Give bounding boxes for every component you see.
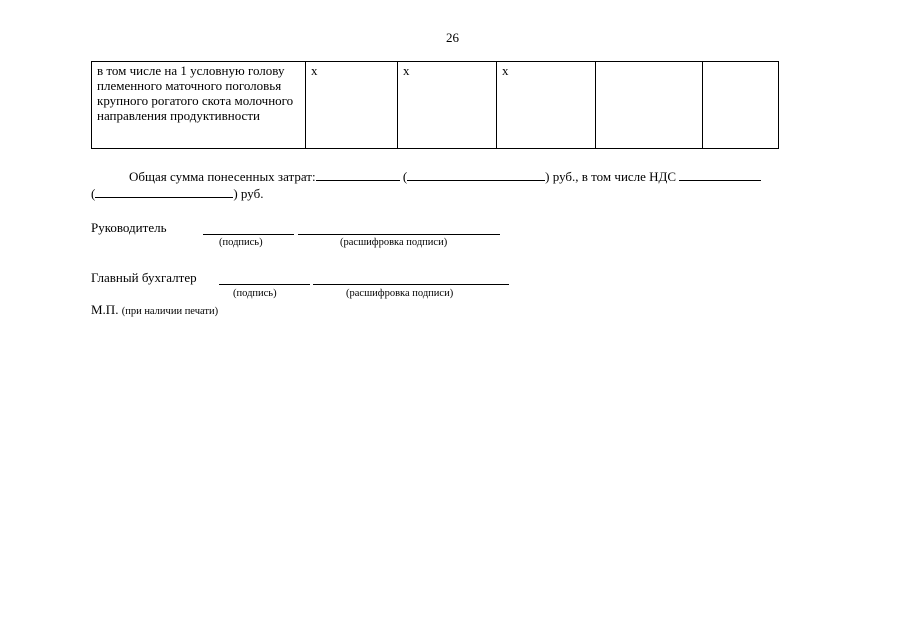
head-decode-caption: (расшифровка подписи): [340, 237, 448, 248]
total-amount-words-blank[interactable]: [407, 168, 545, 181]
head-decode-field[interactable]: [298, 234, 500, 235]
stamp-label: М.П.: [91, 302, 119, 317]
table-cell: х: [497, 62, 596, 149]
head-signature-caption: (подпись): [219, 237, 263, 248]
vat-words-line: [91, 185, 263, 202]
page-number: 26: [446, 30, 459, 45]
open-paren: (: [91, 186, 96, 201]
head-signature-field[interactable]: [203, 234, 294, 235]
vat-amount-blank[interactable]: [679, 168, 761, 181]
cost-table: [91, 61, 779, 149]
accountant-signature-field[interactable]: [219, 284, 310, 285]
accountant-signature-caption: (подпись): [233, 288, 277, 299]
accountant-decode-caption: (расшифровка подписи): [346, 288, 454, 299]
head-label: Руководитель: [91, 220, 167, 235]
accountant-decode-field[interactable]: [313, 284, 509, 285]
stamp-note: (при наличии печати): [121, 306, 219, 317]
vat-amount-words-blank[interactable]: [95, 185, 233, 198]
table-cell: [596, 62, 703, 149]
total-costs-label: Общая сумма понесенных затрат:: [129, 169, 316, 184]
table-row: [92, 62, 779, 149]
table-cell: х: [398, 62, 497, 149]
table-cell: х: [306, 62, 398, 149]
row-label-cell: в том числе на 1 условную голову племенного маточного поголовья крупного рогатого скота молочного направления продуктивности: [92, 62, 306, 149]
stamp-line: [91, 302, 218, 320]
rub-end-text: ) руб.: [233, 186, 264, 201]
table-cell: [703, 62, 779, 149]
accountant-label: Главный бухгалтер: [91, 270, 197, 285]
total-costs-line: [129, 168, 761, 185]
rub-vat-text: ) руб., в том числе НДС: [545, 169, 677, 184]
total-amount-blank[interactable]: [316, 168, 400, 181]
open-paren: (: [402, 169, 408, 184]
